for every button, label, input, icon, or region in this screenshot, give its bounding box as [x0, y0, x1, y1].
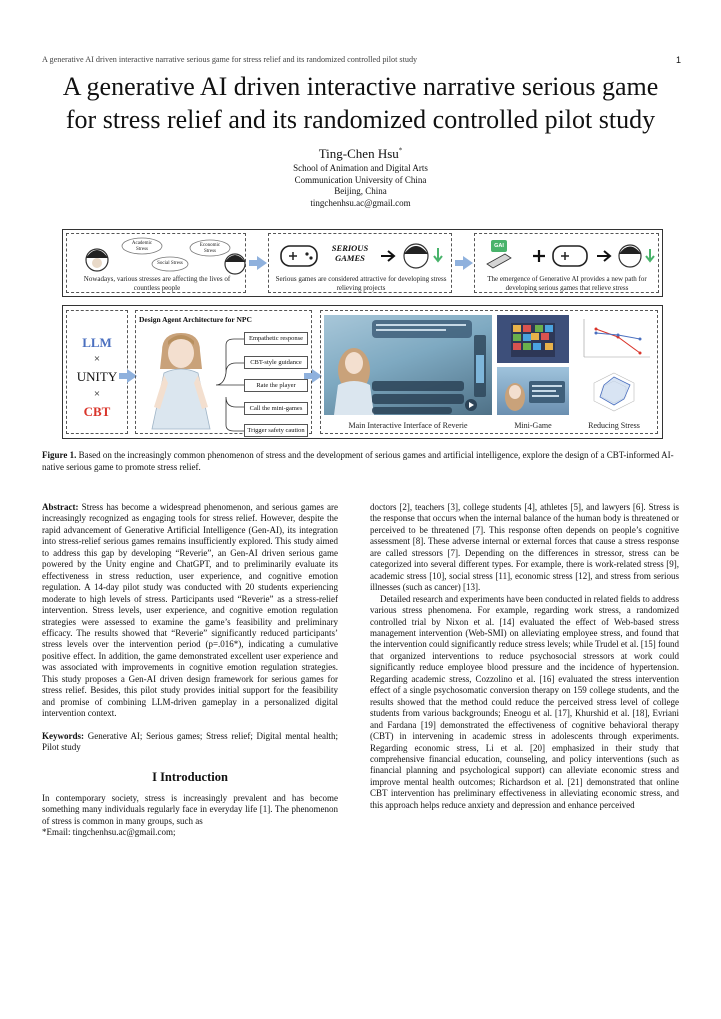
times-2: × [93, 388, 101, 400]
affil-school: School of Animation and Digital Arts [293, 163, 428, 173]
stress-line-chart-thumbnail [574, 315, 654, 363]
title-line-1: A generative AI driven interactive narrative serious game [62, 72, 659, 101]
page-number: 1 [675, 55, 681, 65]
affiliation [0, 163, 721, 209]
keywords-label: Keywords: [42, 730, 84, 741]
main-interface-art [324, 315, 492, 415]
npc-architecture-title: Design Agent Architecture for NPC [139, 315, 252, 324]
affil-university: Communication University of China [294, 174, 427, 185]
right-paragraph-2: Detailed research and experiments have been conducted in related fields to address various stress phenomena. For example, regarding work stress, a randomized controlled trial by Nixon et al. [14] evaluated the effect of Web-based stress management intervention (Web-SMI) on alleviating employee stress, and found that the intervention could significantly reduce stress levels; while Trudel et al. [15] found that organized interventions to reduce psychosocial stressors at work could significantly reduce employee blood pressure and the incidence of hypertension. Regarding academic stress, Cozzolino et al. [16] evaluated the stress intervention effect of a single psychosomatic conversion therapy on 159 college students, and the results showed that the method could reduce the perceived stress level of college students from various backgrounds; Eneogu et al. [17], Khurshid et al. [18], Evriani and Fardana [19] demonstrated the effectiveness of cognitive behavioral therapy (CBT) in intervening in academic stress in adolescents through experiments. Regarding economic stress, Li et al. [20] emphasized in their study that comprehensive financial education, counseling, and policy interventions (such as financial planning and psychological support) can alleviate economic stress and improve mental health outcomes; Richardson et al. [21] demonstrated that online CBT intervention has preliminary effectiveness in alleviating economic stress, and this approach helps reduce anxiety and depression and enhance perceived [370, 593, 679, 810]
mini-game-screenshot-1 [497, 315, 569, 363]
cbt-label: CBT [83, 404, 111, 419]
npc-branch-lines [214, 333, 244, 437]
serious-games-label: SERIOUS GAMES [331, 243, 369, 263]
label-mini-game: Mini-Game [514, 421, 552, 430]
paper-title [30, 70, 691, 136]
right-paragraph-1: doctors [2], teachers [3], college students [4], athletes [5], and lawyers [6]. Stress is the response that occurs when the internal balance of the human body is threatened or perceived to be threatened [7]. This response often depends on people’s cognitive assessment [8]. These adverse internal or external forces that cause a stress response are called stressors [7]. Depending on the differences in stressor, stress can be categorized into several different types. For example, there is work-related stress [9], academic stress [10], social stress [11], economic stress [12], and stress from serious illnesses (such as cancer) [13]. [370, 502, 679, 593]
bubble-economic: Economic Stress [199, 243, 221, 254]
section-heading-introduction: I Introduction [152, 769, 228, 784]
author-name-text: Ting-Chen Hsu [318, 146, 399, 161]
label-main-interface: Main Interactive Interface of Reverie [348, 421, 468, 430]
gai-section [474, 233, 659, 293]
npc-box-rate-player: Rate the player [244, 379, 308, 392]
intro-paragraph-1: In contemporary society, stress is increasingly prevalent and has become something many individuals regularly face in everyday life [1]. The phenomenon of stress is common in many groups, such as [42, 792, 338, 826]
stress-radar-chart-thumbnail [574, 367, 654, 415]
times-1: × [93, 353, 101, 365]
email-footnote: *Email: tingchenhsu.ac@gmail.com; [42, 827, 176, 838]
serious-games-caption: Serious games are considered attractive for developing stress relieving projects [275, 275, 447, 292]
stress-section [66, 233, 246, 293]
abstract-text: Stress has become a widespread phenomenon, and serious games are increasingly recognized as engaging tools for stress relief. However, despite the rapid advancement of Generative Artificial Intelligence (Gen-AI), its integration into stress-relief serious games remains insufficiently explored. This study aimed to address this gap by developing “Reverie”, an Gen-AI driven serious game powered by the Unity engine and ChatGPT, and to preliminarily evaluate its effectiveness in stress reduction, user experience, and cognitive emotion regulation. A 14-day pilot study was conducted with 20 students experiencing moderate to high levels of stress. Participants used “Reverie” as a stress-relief intervention. Stress levels, user experience, and cognitive emotion regulation strategies were assessed to examine the game’s feasibility and preliminary efficacy. The results showed that “Reverie” significantly reduced participants’ stress levels over the intervention period (p=.016*), indicating a cumulative positive effect. In addition, the game demonstrated excellent user experience and was associated with improvements in cognitive emotion regulation strategies. This study proposes a Gen-AI driven design framework for serious games for stress relief. Besides, this pilot study provides initial support for the feasibility and promise of combining LLM-driven gameplay in a personalized digital intervention context. [42, 502, 338, 719]
gai-caption: The emergence of Generative AI provides a new path for developing serious games that relieve stress [487, 275, 647, 292]
label-reducing-stress: Reducing Stress [588, 421, 640, 430]
arrow-2-icon [463, 256, 473, 270]
author-name [0, 146, 721, 162]
figure-top-panel [62, 229, 663, 297]
game-results-section [320, 310, 658, 434]
bubble-academic: Academic Stress [131, 241, 153, 252]
abstract [42, 502, 338, 720]
stressed-people-illustration [67, 234, 247, 278]
mini-game-dialog-art [497, 367, 569, 415]
mini-game-screenshot-2 [497, 367, 569, 415]
stress-line-chart-art [574, 315, 654, 363]
running-header: A generative AI driven interactive narrative serious game for stress relief and its randomized controlled pilot study [42, 55, 418, 64]
left-column [42, 502, 338, 839]
keywords [42, 731, 338, 754]
mini-game-grid-art [497, 315, 569, 363]
unity-label: UNITY [76, 369, 118, 384]
affil-city: Beijing, China [334, 186, 387, 196]
bubble-social: Social Stress [157, 261, 183, 266]
serious-games-section [268, 233, 452, 293]
stress-caption: Nowadays, various stresses are affecting the lives of countless people [83, 275, 231, 292]
gai-badge: GAI [494, 243, 504, 249]
npc-box-empathetic: Empathetic response [244, 332, 308, 345]
figure-caption-label: Figure 1. [42, 450, 77, 460]
main-interface-screenshot [324, 315, 492, 415]
figure-caption-text: Based on the increasingly common phenomenon of stress and the development of serious games and artificial intelligence, explore the design of a CBT-informed AI-native serious game to promote stress relief. [42, 450, 674, 472]
figure-caption [42, 449, 682, 473]
author-mark: * [398, 146, 403, 155]
npc-architecture-section [135, 310, 312, 434]
stress-radar-chart-art [574, 367, 654, 415]
arrow-1-icon [257, 256, 267, 270]
npc-box-mini-games: Call the mini-games [244, 402, 308, 415]
keywords-text: Generative AI; Serious games; Stress relief; Digital mental health; Pilot study [42, 730, 338, 753]
affil-email: tingchenhsu.ac@gmail.com [310, 197, 411, 208]
gai-plus-game-illustration [475, 234, 660, 278]
tech-stack-section [66, 310, 128, 434]
abstract-label: Abstract: [42, 502, 79, 512]
npc-character-illustration [140, 329, 222, 433]
figure-bottom-panel [62, 305, 663, 439]
title-line-2: for stress relief and its randomized controlled pilot study [65, 105, 656, 134]
npc-box-safety: Trigger safety caution [244, 424, 308, 437]
llm-label: LLM [82, 335, 112, 350]
npc-box-cbt-guidance: CBT-style guidance [244, 356, 308, 369]
right-column [370, 502, 679, 811]
